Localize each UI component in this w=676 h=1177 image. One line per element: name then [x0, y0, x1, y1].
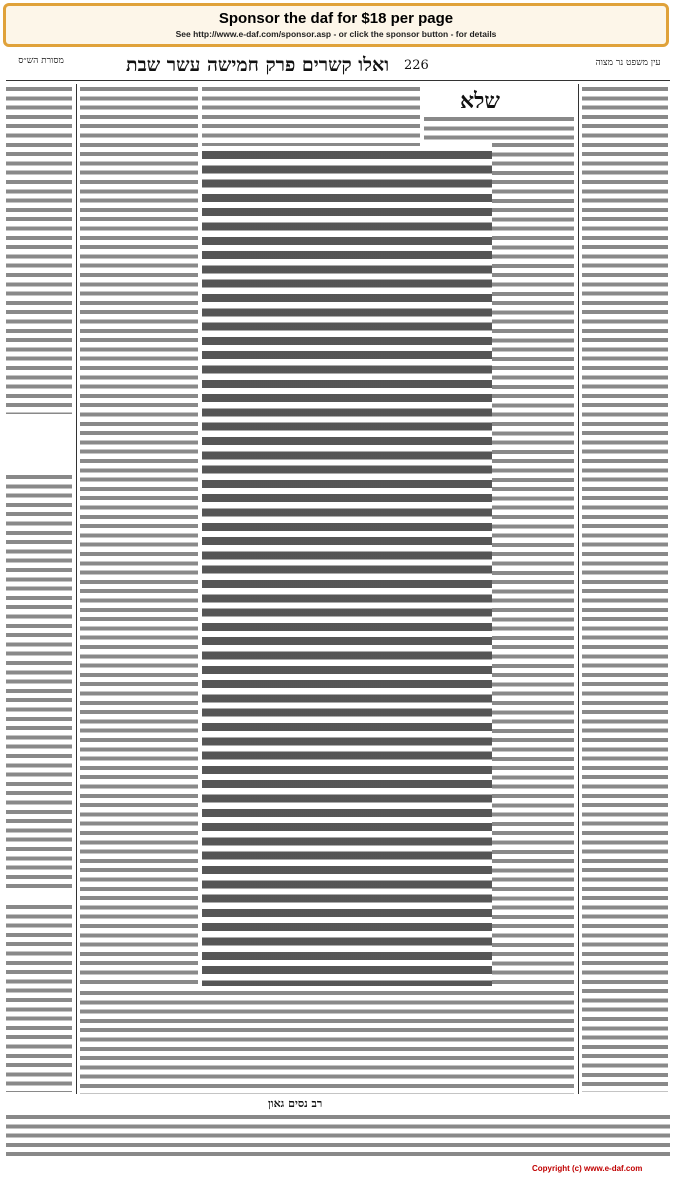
- hagahot-column: [6, 472, 72, 892]
- sponsor-subtitle[interactable]: See http://www.e-daf.com/sponsor.asp - or click the sponsor button - for details: [175, 29, 497, 39]
- rav-nissim-gaon-text: [6, 1112, 670, 1158]
- header-ein-mishpat-label: עין משפט נר מצוה: [595, 58, 661, 68]
- opening-word-box: [420, 90, 500, 112]
- gemara-text-block: [202, 148, 492, 986]
- masoret-hashas-column: [6, 84, 72, 414]
- tosafot-column: [80, 84, 198, 986]
- rashi-top-block: [202, 84, 420, 146]
- sponsor-banner[interactable]: [3, 3, 669, 47]
- ein-mishpat-column: [582, 84, 668, 1092]
- gilyon-column: [6, 902, 72, 1092]
- opening-word: שלא: [460, 88, 500, 114]
- copyright-notice: Copyright (c) www.e-daf.com: [532, 1164, 643, 1173]
- left-column-rule: [76, 84, 77, 1094]
- right-column-rule: [578, 84, 579, 1094]
- rashi-column: [492, 140, 574, 986]
- header-rule: [6, 80, 670, 81]
- page-title: ואלו קשרים פרק חמישה עשר שבת: [126, 54, 390, 76]
- gemara-continuation: [80, 988, 574, 1094]
- page-number: 226: [404, 58, 429, 73]
- talmud-page: [6, 52, 670, 1152]
- header-masoret-label: מסורת הש״ס: [18, 56, 64, 66]
- rashi-intro: [424, 114, 574, 144]
- rav-nissim-gaon-title: רב נסים גאון: [268, 1097, 323, 1110]
- sponsor-title[interactable]: Sponsor the daf for $18 per page: [218, 10, 454, 27]
- page-header: [6, 54, 670, 80]
